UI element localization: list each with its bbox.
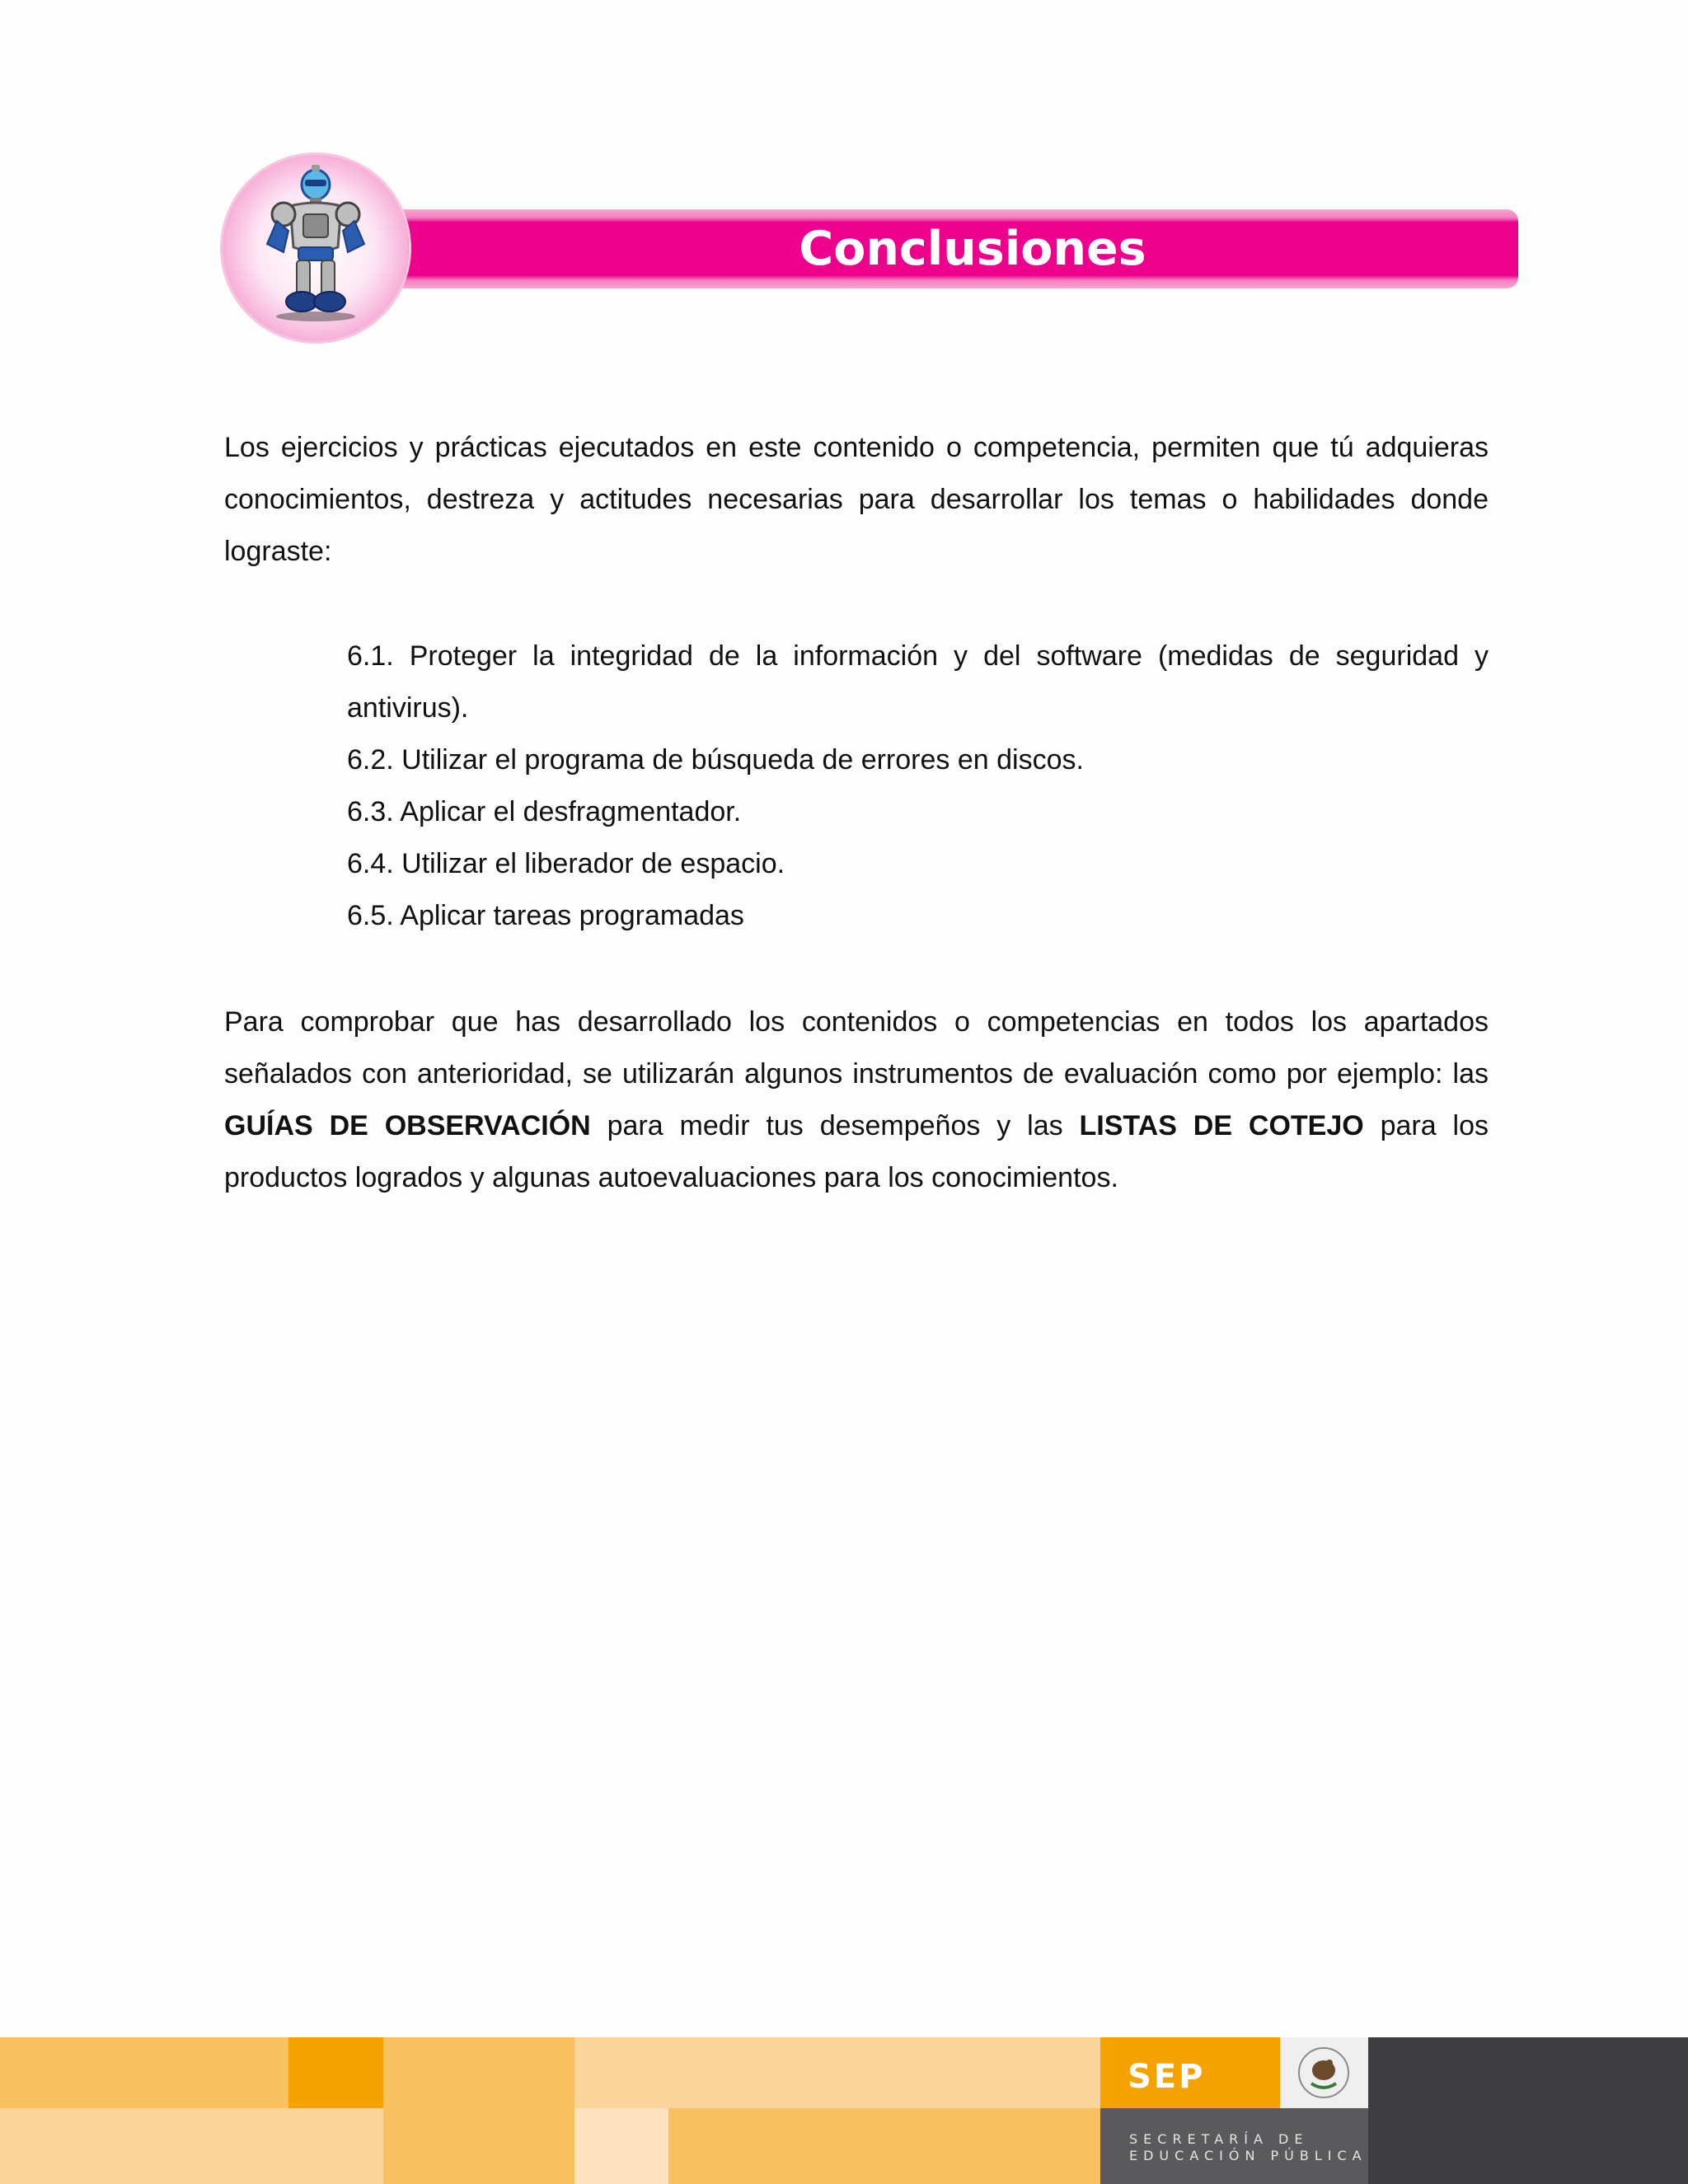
page-title: Conclusiones [799, 222, 1146, 276]
mascot-medallion [223, 155, 409, 341]
evaluation-paragraph [224, 996, 1489, 1204]
objectives-list [347, 630, 1489, 942]
list-item: 6.5. Aplicar tareas programadas [347, 900, 744, 931]
mexican-coat-of-arms-icon [1280, 2037, 1368, 2108]
list-item: 6.4. Utilizar el liberador de espacio. [347, 848, 785, 879]
robot-mascot-icon [223, 155, 409, 341]
list-item: 6.3. Aplicar el desfragmentador. [347, 796, 742, 827]
evaluation-text: Para comprobar que has desarrollado los contenidos o competencias en todos los apartados señalados con anterioridad, se utilizarán algunos instrumentos de evaluación como por ejemplo: las [224, 1006, 1489, 1090]
footer-line-2: EDUCACIÓN PÚBLICA [1129, 2148, 1367, 2163]
evaluation-text: para medir tus desempeños y las [590, 1110, 1080, 1141]
footer-line-1: SECRETARÍA DE [1129, 2131, 1309, 2147]
checklists-emphasis: LISTAS DE COTEJO [1079, 1110, 1364, 1141]
guides-emphasis: GUÍAS DE OBSERVACIÓN [224, 1110, 591, 1141]
sep-logo: SEP [1128, 2058, 1206, 2096]
list-item: 6.2. Utilizar el programa de búsqueda de errores en discos. [347, 744, 1084, 776]
list-item: 6.1. Proteger la integridad de la información y del software (medidas de seguridad y antivirus). [347, 640, 1489, 724]
intro-paragraph: Los ejercicios y prácticas ejecutados en este contenido o competencia, permiten que tú adquieras conocimientos, destreza y actitudes necesarias para desarrollar los temas o habilidades donde lograste: [224, 432, 1489, 567]
evaluation-text: para los productos logrados y algunas autoevaluaciones para los conocimientos. [224, 1110, 1489, 1193]
footer-band [0, 2037, 1688, 2184]
